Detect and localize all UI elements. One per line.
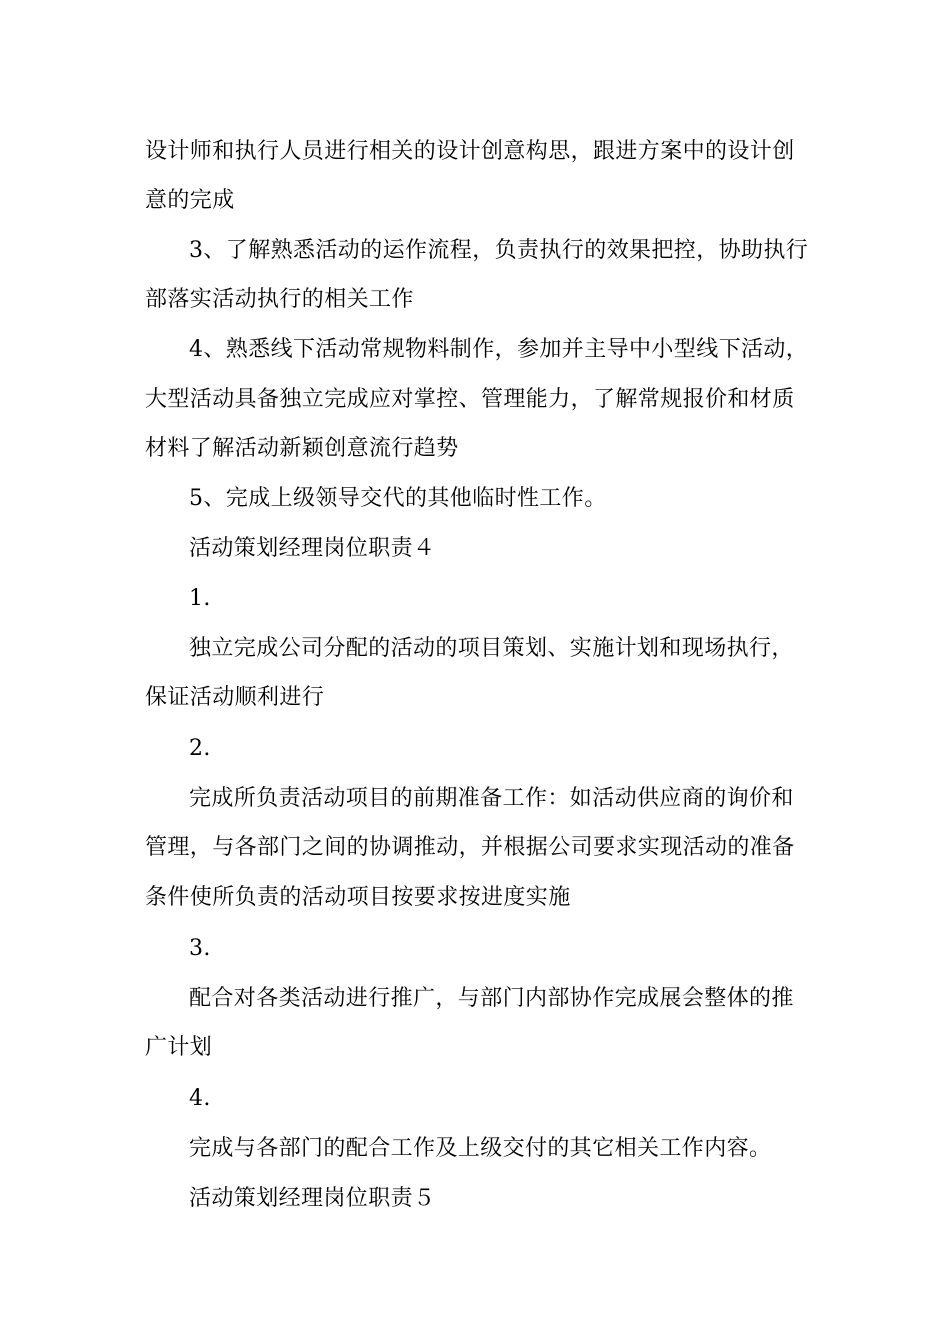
paragraph-line: 大型活动具备独立完成应对掌控、管理能力，了解常规报价和材质 [145,387,795,412]
paragraph-line: 材料了解活动新颖创意流行趋势 [145,436,459,461]
paragraph-line: 独立完成公司分配的活动的项目策划、实施计划和现场执行， [189,636,794,661]
paragraph-line: 条件使所负责的活动项目按要求按进度实施 [145,885,571,910]
paragraph-line: 完成所负责活动项目的前期准备工作：如活动供应商的询价和 [189,786,794,811]
section-heading-5: 活动策划经理岗位职责５ [189,1186,436,1211]
paragraph-line: 设计师和执行人员进行相关的设计创意构思，跟进方案中的设计创 [145,139,795,164]
paragraph-line: 意的完成 [145,188,235,213]
list-number-2: 2. [189,736,211,761]
list-item-3: 3、了解熟悉活动的运作流程，负责执行的效果把控，协助执行 [189,238,809,263]
list-number-4: 4. [189,1086,211,1111]
list-number-1: 1. [189,586,211,611]
paragraph-line: 完成与各部门的配合工作及上级交付的其它相关工作内容。 [189,1136,772,1161]
list-number-3: 3. [189,936,211,961]
paragraph-line: 广计划 [145,1035,213,1060]
section-heading-4: 活动策划经理岗位职责４ [189,536,436,561]
paragraph-line: 保证活动顺利进行 [145,685,325,710]
list-item-5: 5、完成上级领导交代的其他临时性工作。 [189,486,607,511]
paragraph-line: 配合对各类活动进行推广，与部门内部协作完成展会整体的推 [189,986,794,1011]
list-item-4: 4、熟悉线下活动常规物料制作，参加并主导中小型线下活动， [189,337,809,362]
paragraph-line: 管理，与各部门之间的协调推动，并根据公司要求实现活动的准备 [145,835,795,860]
paragraph-line: 部落实活动执行的相关工作 [145,287,414,312]
